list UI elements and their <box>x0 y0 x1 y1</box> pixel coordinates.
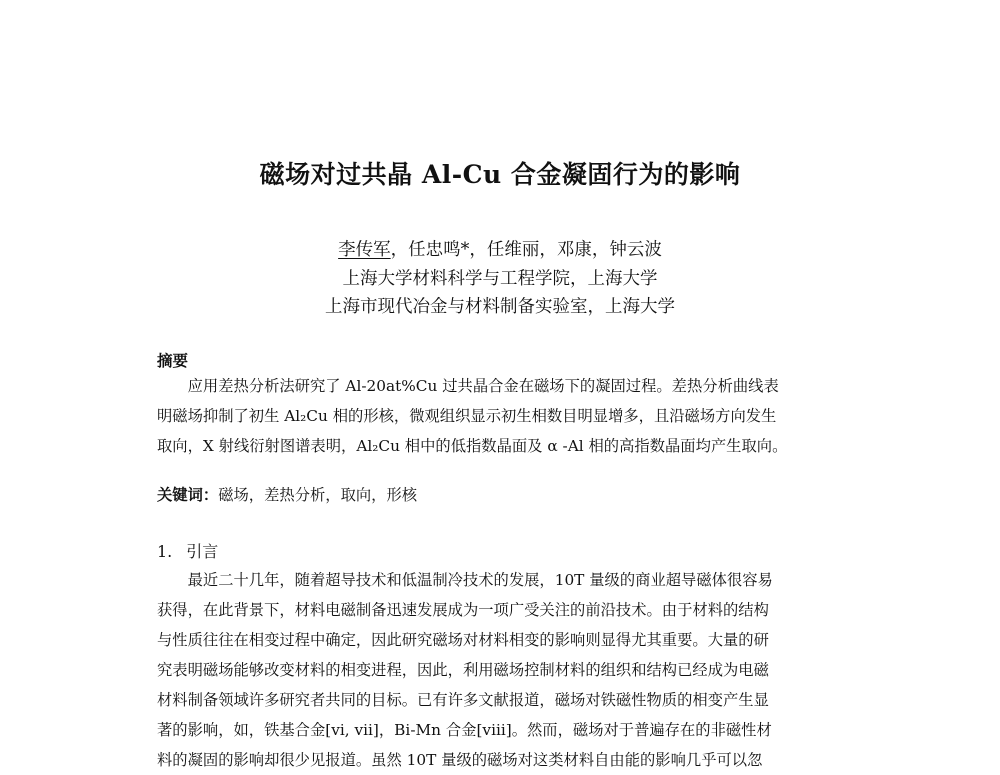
intro-line: 与性质往往在相变过程中确定，因此研究磁场对材料相变的影响则显得尤其重要。大量的研 <box>157 631 769 649</box>
paper-title: 磁场对过共晶 Al-Cu 合金凝固行为的影响 <box>259 160 741 189</box>
intro-line: 获得，在此背景下，材料电磁制备迅速发展成为一项广受关注的前沿技术。由于材料的结构 <box>157 601 769 619</box>
intro-line: 著的影响，如，铁基合金[vi, vii]，Bi-Mn 合金[viii]。然而，磁场对于普遍存在的非磁性材 <box>157 721 772 739</box>
author-list <box>0 236 1000 261</box>
abstract-heading: 摘要 <box>157 351 189 370</box>
introduction-body <box>157 565 869 775</box>
intro-line: 材料制备领域许多研究者共同的目标。已有许多文献报道，磁场对铁磁性物质的相变产生显 <box>157 691 769 709</box>
abstract-line: 应用差热分析法研究了 Al-20at%Cu 过共晶合金在磁场下的凝固过程。差热分析曲线表 <box>157 377 779 395</box>
intro-line: 究表明磁场能够改变材料的相变进程，因此，利用磁场控制材料的组织和结构已经成为电磁 <box>157 661 769 679</box>
affiliation-2: 上海市现代冶金与材料制备实验室，上海大学 <box>325 297 675 317</box>
keywords <box>157 483 417 505</box>
other-authors: ，任忠鸣*，任维丽，邓康，钟云波 <box>390 240 662 260</box>
section-number: 1. <box>157 542 173 561</box>
abstract-line: 明磁场抑制了初生 Al₂Cu 相的形核，微观组织显示初生相数目明显增多，且沿磁场方向发生 <box>157 407 777 425</box>
first-author: 李传军 <box>338 240 391 260</box>
section-title: 引言 <box>186 542 219 561</box>
keywords-text: 磁场，差热分析，取向，形核 <box>218 486 418 504</box>
intro-line: 料的凝固的影响却很少见报道。虽然 10T 量级的磁场对这类材料自由能的影响几乎可以忽 <box>157 751 763 769</box>
keywords-label: 关键词： <box>157 486 219 504</box>
intro-line: 最近二十几年，随着超导技术和低温制冷技术的发展，10T 量级的商业超导磁体很容易 <box>157 571 773 589</box>
abstract-body <box>157 371 869 461</box>
affiliation-1: 上海大学材料科学与工程学院，上海大学 <box>342 269 658 289</box>
section-heading <box>157 539 218 562</box>
abstract-line: 取向，X 射线衍射图谱表明，Al₂Cu 相中的低指数晶面及 α -Al 相的高指数晶面均产生取向。 <box>157 437 788 455</box>
